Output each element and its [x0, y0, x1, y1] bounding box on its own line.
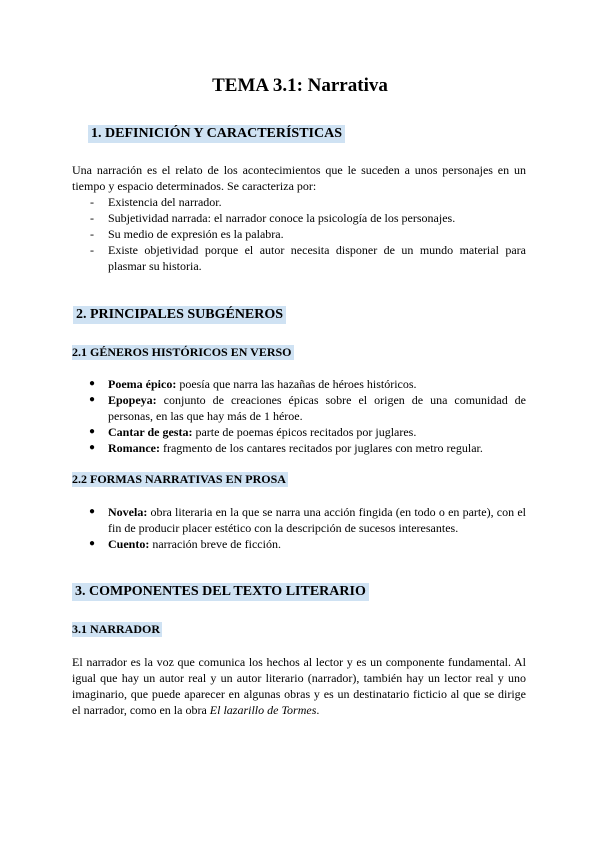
section-1-intro: Una narración es el relato de los acontecimientos que le suceden a unos personajes en un tiempo y espacio determinados. Se caracteriza por: [72, 163, 526, 193]
list-item: ● Poema épico: poesía que narra las hazañas de héroes históricos. [89, 377, 417, 391]
dash-marker: - [90, 211, 94, 225]
list-item: ● Epopeya: conjunto de creaciones épicas sobre el origen de una comunidad de personas, en las que hay más de 1 héroe. [89, 393, 526, 423]
bullet-icon: ● [89, 506, 96, 517]
list-item: ● Novela: obra literaria en la que se narra una acción fingida (en todo o en parte), con el fin de producir placer estético con la descripción de sucesos interesantes. [89, 505, 526, 535]
list-item: ● Romance: fragmento de los cantares recitados por juglares con metro regular. [89, 441, 483, 455]
page-title: TEMA 3.1: Narrativa [212, 75, 388, 96]
section-3-1-paragraph: El narrador es la voz que comunica los hechos al lector y es un componente fundamental. Al igual que hay un autor real y un autor literario (narrador), también hay un lector real y uno imaginario, que puede aparecer en algunas obras y es un destinatario ficticio al que se dirige el narrador, como en la obra El lazarillo de Tormes. [72, 655, 526, 717]
bullet-icon: ● [89, 538, 96, 549]
work-title: El lazarillo de Tormes [209, 703, 317, 717]
section-3-1-heading: 3.1 NARRADOR [72, 622, 160, 636]
section-1-list [72, 194, 526, 274]
bullet-icon: ● [89, 442, 96, 453]
list-item: ● Cuento: narración breve de ficción. [89, 537, 281, 551]
section-1-heading: 1. DEFINICIÓN Y CARACTERÍSTICAS [88, 125, 345, 143]
section-2-heading: 2. PRINCIPALES SUBGÉNEROS [73, 306, 286, 324]
list-item: - Existe objetividad porque el autor necesita disponer de un mundo material para plasmar su historia. [90, 243, 526, 273]
section-2-1-list [72, 376, 526, 456]
dash-marker: - [90, 195, 94, 209]
bullet-icon: ● [89, 378, 96, 389]
section-2-2-list [72, 504, 526, 552]
list-item: - Existencia del narrador. [90, 195, 222, 209]
section-2-2-heading: 2.2 FORMAS NARRATIVAS EN PROSA [72, 472, 286, 486]
dash-marker: - [90, 243, 94, 257]
list-item: ● Cantar de gesta: parte de poemas épicos recitados por juglares. [89, 425, 417, 439]
bullet-icon: ● [89, 426, 96, 437]
section-3-heading: 3. COMPONENTES DEL TEXTO LITERARIO [72, 583, 369, 601]
list-item: - Su medio de expresión es la palabra. [90, 227, 284, 241]
section-2-1-heading: 2.1 GÉNEROS HISTÓRICOS EN VERSO [72, 345, 292, 359]
dash-marker: - [90, 227, 94, 241]
list-item: - Subjetividad narrada: el narrador conoce la psicología de los personajes. [90, 211, 456, 225]
bullet-icon: ● [89, 394, 96, 405]
